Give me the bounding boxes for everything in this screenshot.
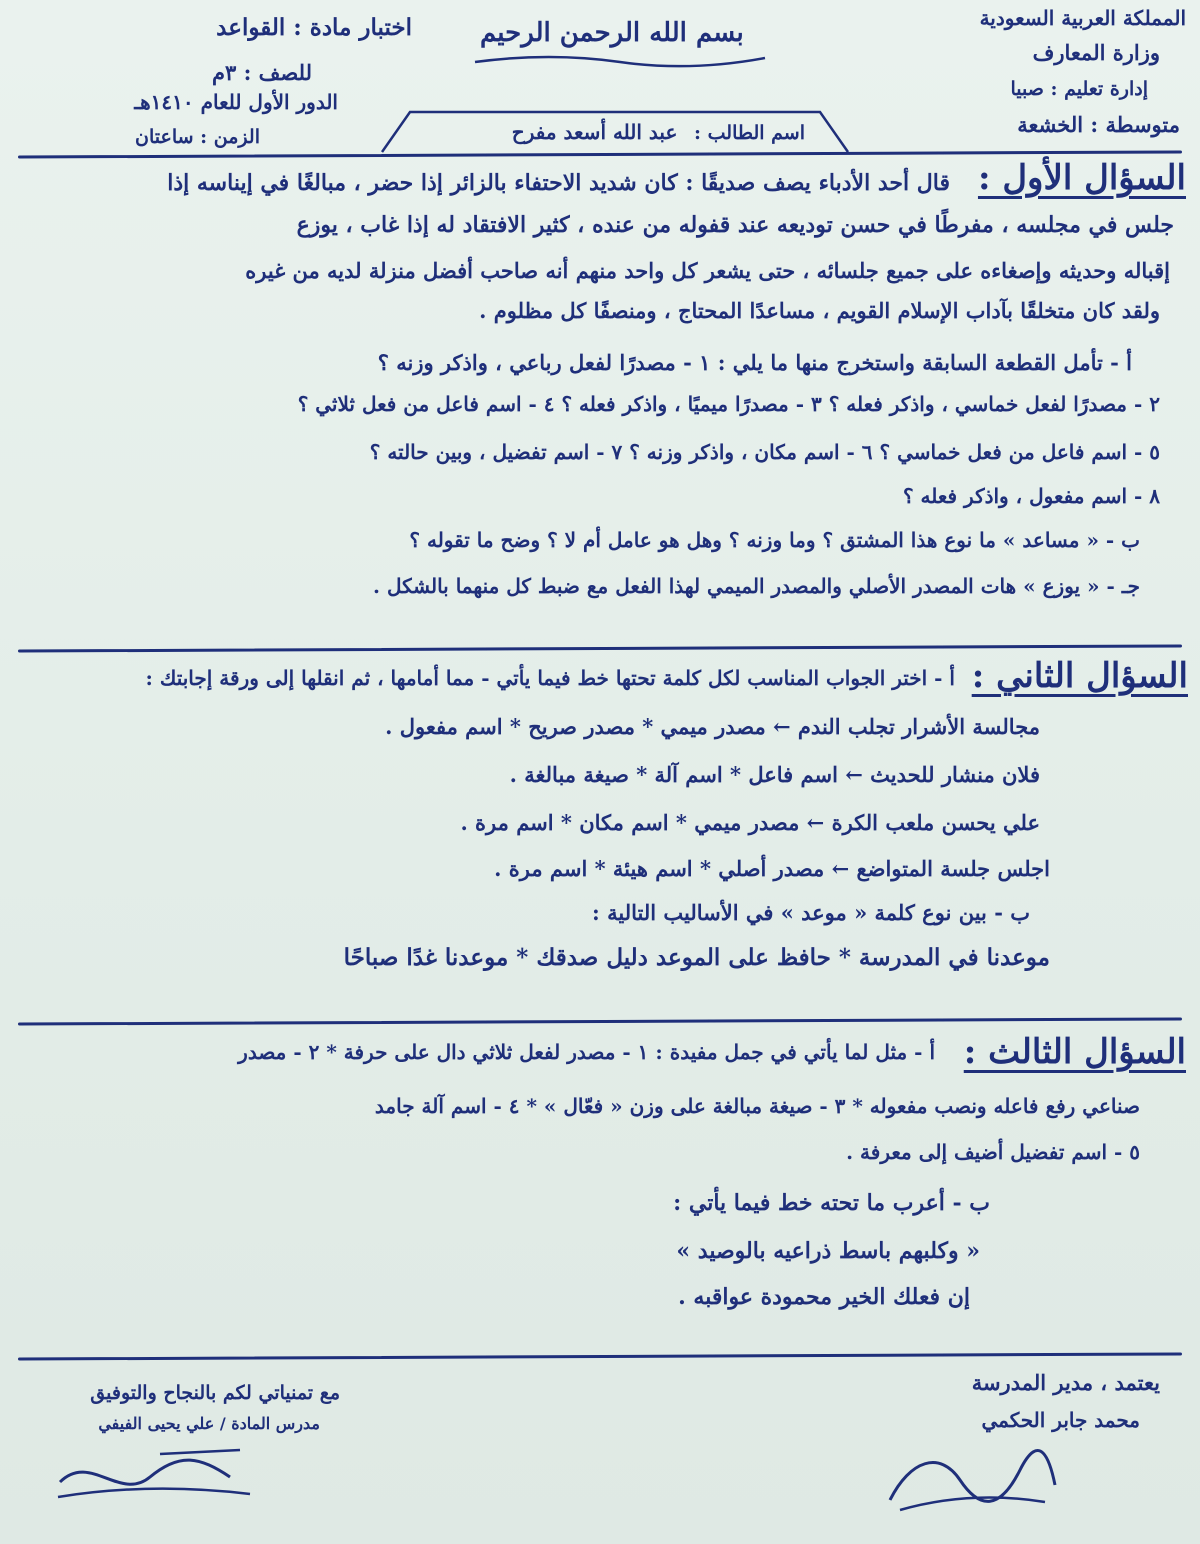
divider-2 [18,644,1182,652]
q1-part-b: ب - « مساعد » ما نوع هذا المشتق ؟ وما وزنه ؟ وهل هو عامل أم لا ؟ وضح ما تقوله ؟ [409,528,1140,552]
header-right-1: المملكة العربية السعودية [979,6,1186,30]
basmala: بسم الله الرحمن الرحيم [480,18,744,48]
q1-part-a-2: ٢ - مصدرًا لفعل خماسي ، واذكر فعله ؟ ٣ - مصدرًا ميميًا ، واذكر فعله ؟ ٤ - اسم فاعل من فعل ثلاثي ؟ [297,392,1160,416]
principal-signature [880,1440,1060,1520]
q3-part-a-1: أ - مثل لما يأتي في جمل مفيدة : ١ - مصدر لفعل ثلاثي دال على حرفة * ٢ - مصدر [238,1040,935,1064]
student-label: اسم الطالب : [694,122,805,144]
q3-part-a-2: صناعي رفع فاعله ونصب مفعوله * ٣ - صيغة مبالغة على وزن « فعّال » * ٤ - اسم آلة جامد [374,1094,1140,1118]
student-name-row [512,120,805,144]
divider-4 [18,1352,1182,1360]
q2-item-3: علي يحسن ملعب الكرة ← مصدر ميمي * اسم مكان * اسم مرة . [460,810,1040,835]
q2-part-b: ب - بين نوع كلمة « موعد » في الأساليب التالية : [592,900,1030,925]
header-left-4: الزمن : ساعتان [135,126,260,148]
q2-item-4: اجلس جلسة المتواضع ← مصدر أصلي * اسم هيئة * اسم مرة . [494,856,1050,881]
footer-left-name: مدرس المادة / علي يحيى الفيفي [98,1414,320,1433]
divider-3 [18,1017,1182,1025]
basmala-flourish-icon [470,50,770,70]
q1-part-a-1: أ - تأمل القطعة السابقة واستخرج منها ما يلي : ١ - مصدرًا لفعل رباعي ، واذكر وزنه ؟ [377,350,1132,375]
q2-item-1: مجالسة الأشرار تجلب الندم ← مصدر ميمي * مصدر صريح * اسم مفعول . [385,714,1040,739]
q1-passage-1: قال أحد الأدباء يصف صديقًا : كان شديد الاحتفاء بالزائر إذا حضر ، مبالغًا في إيناسه إذا [167,170,950,196]
q2-title: السؤال الثاني : [971,656,1188,696]
q1-title: السؤال الأول : [977,158,1186,198]
q3-part-b-item-1: « وكلبهم باسط ذراعيه بالوصيد » [676,1238,980,1264]
footer-left-label: مع تمنياتي لكم بالنجاح والتوفيق [90,1382,340,1404]
student-name: عبد الله أسعد مفرح [511,120,678,144]
q3-part-a-3: ٥ - اسم تفضيل أضيف إلى معرفة . [846,1140,1140,1164]
header-right-4: متوسطة : الخشعة [1017,112,1180,137]
q2-intro: أ - اختر الجواب المناسب لكل كلمة تحتها خط فيما يأتي - مما أمامها ، ثم انقلها إلى ورقة إجابتك : [145,666,955,690]
header-left-1: اختبار مادة : القواعد [216,14,412,41]
q1-part-a-4: ٨ - اسم مفعول ، واذكر فعله ؟ [902,484,1160,508]
footer-right-name: محمد جابر الحكمي [981,1408,1140,1432]
q3-part-b-item-2: إن فعلك الخير محمودة عواقبه . [678,1284,970,1310]
q2-item-2: فلان منشار للحديث ← اسم فاعل * اسم آلة * صيغة مبالغة . [509,762,1040,787]
header-right-2: وزارة المعارف [1032,40,1160,65]
header-right-3: إدارة تعليم : صبيا [1010,78,1148,100]
q2-part-b-items: موعدنا في المدرسة * حافظ على الموعد دليل صدقك * موعدنا غدًا صباحًا [343,944,1050,971]
q3-part-b: ب - أعرب ما تحته خط فيما يأتي : [673,1190,990,1216]
header-left-2: للصف : ٣م [212,60,312,85]
teacher-signature [50,1442,260,1512]
q1-passage-3: إقباله وحديثه وإصغاءه على جميع جلسائه ، حتى يشعر كل واحد منهم أنه صاحب أفضل منزلة لديه من غيره [245,258,1170,283]
q1-passage-2: جلس في مجلسه ، مفرطًا في حسن توديعه عند قفوله من عنده ، كثير الافتقاد له إذا غاب ، يوزع [296,212,1174,238]
q1-part-c: جـ - « يوزع » هات المصدر الأصلي والمصدر الميمي لهذا الفعل مع ضبط كل منهما بالشكل . [373,574,1140,598]
q3-title: السؤال الثالث : [963,1032,1186,1072]
footer-right-label: يعتمد ، مدير المدرسة [971,1370,1160,1395]
q1-part-a-3: ٥ - اسم فاعل من فعل خماسي ؟ ٦ - اسم مكان ، واذكر وزنه ؟ ٧ - اسم تفضيل ، وبين حالته ؟ [369,440,1160,464]
q1-passage-4: ولقد كان متخلقًا بآداب الإسلام القويم ، مساعدًا المحتاج ، ومنصفًا كل مظلوم . [479,298,1160,323]
header-left-3: الدور الأول للعام ١٤١٠هـ [134,90,338,114]
